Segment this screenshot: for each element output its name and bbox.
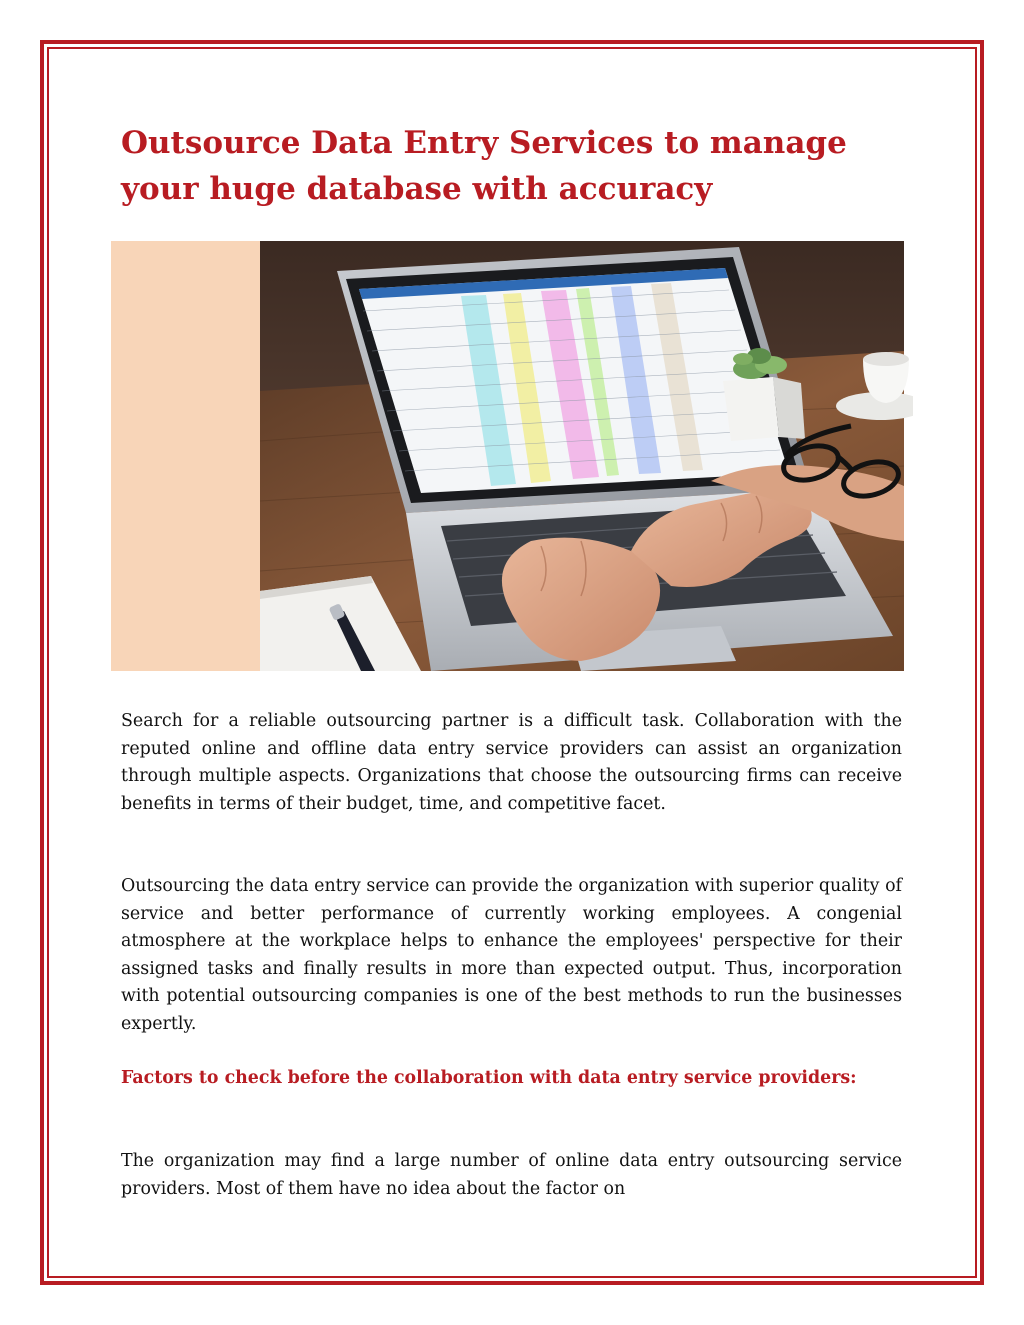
section-heading-factors: Factors to check before the collaboration with data entry service providers: [121, 1068, 857, 1088]
paragraph-benefits: Outsourcing the data entry service can provide the organization with superior quality of service and better performance of currently working employees. A congenial atmosphere at the workplace helps to enhance the employees' perspective for their assigned tasks and finally results in more than expected output. Thus, incorporation with potential outsourcing companies is one of the best methods to run the businesses expertly. [121, 876, 902, 1034]
paragraph-intro: Search for a reliable outsourcing partner is a difficult task. Collaboration with the reputed online and offline data entry service providers can assist an organization through multiple aspects. Organizations that choose the outsourcing firms can receive benefits in terms of their budget, time, and competitive facet. [121, 711, 902, 814]
paragraph-factors: The organization may find a large number of online data entry outsourcing service providers. Most of them have no idea about the factor on [121, 1151, 902, 1199]
page-title: Outsource Data Entry Services to manage your huge database with accuracy [121, 125, 847, 207]
hero-image [111, 241, 913, 671]
